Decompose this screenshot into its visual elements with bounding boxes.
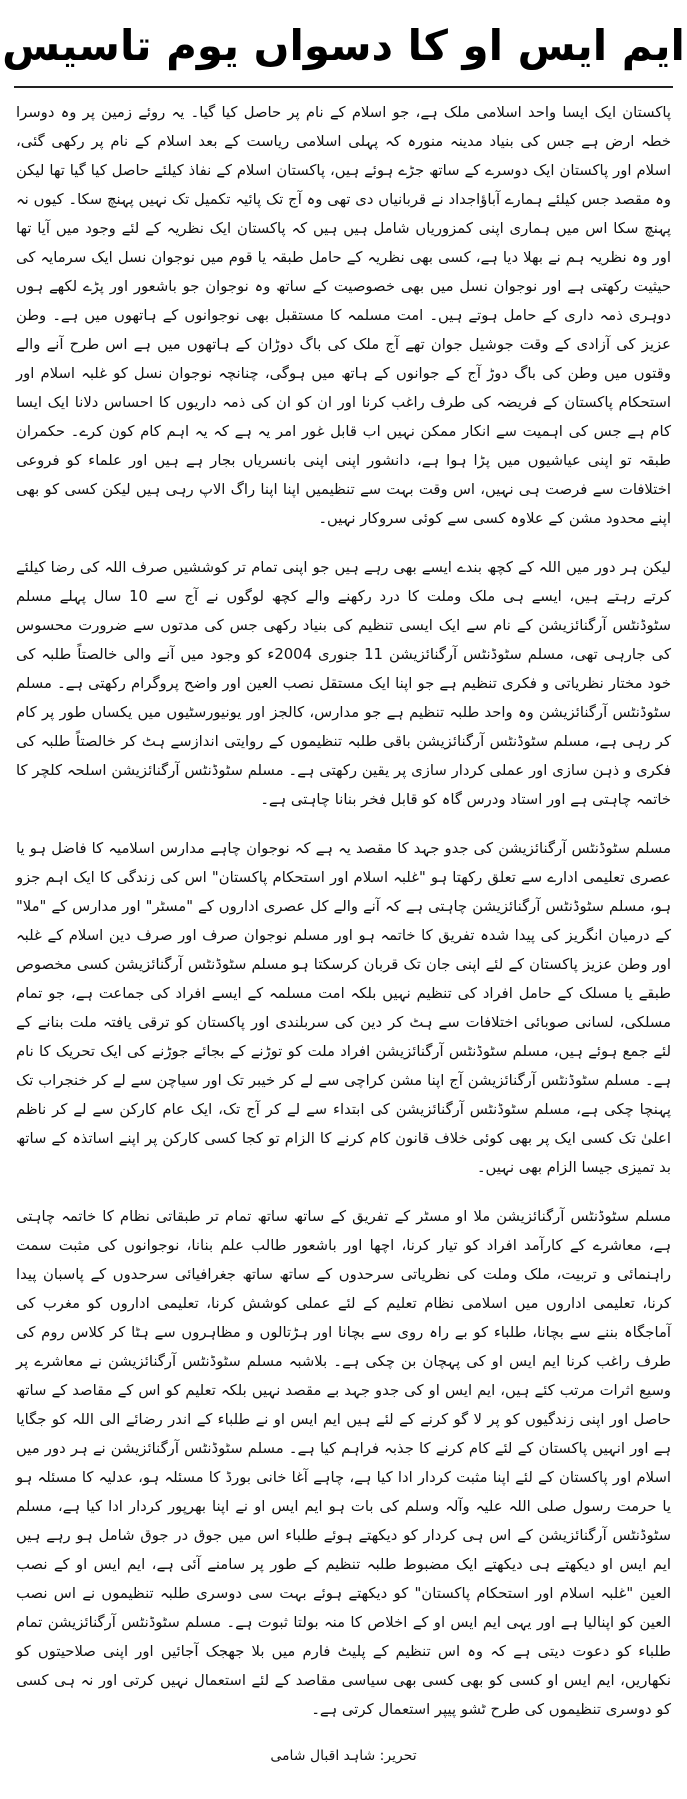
paragraph-2: لیکن ہر دور میں اللہ کے کچھ بندے ایسے بھی رہے ہیں جو اپنی تمام تر کوششیں صرف اللہ کی رضا کیلئے کرتے رہتے ہیں، ایسے ہی ملک وملت کا درد رکھنے والے کچھ لوگوں نے آج سے 10 سال پہلے مسلم سٹوڈنٹس آرگنائزیشن کے نام سے ایک ایسی تنظیم کی بنیاد رکھی جس کی مدتوں سے ضرورت محسوس کی جارہی تھی، مسلم سٹوڈنٹس آرگنائزیشن 11 جنوری 2004ء کو وجود میں آنے والی خالصتاً طلبہ کی خود مختار نظریاتی و فکری تنظیم ہے جو اپنا ایک مستقل نصب العین اور واضح پروگرام رکھتی ہے۔ مسلم سٹوڈنٹس آرگنائزیشن وہ واحد طلبہ تنظیم ہے جو مدارس، کالجز اور یونیورسٹیوں میں یکساں طور پر کام کر رہی ہے، مسلم سٹوڈنٹس آرگنائزیشن باقی طلبہ تنظیموں کے روایتی اندازسے ہٹ کر خالصتاً طلبہ کی فکری و ذہن سازی اور عملی کردار سازی پر یقین رکھتی ہے۔ مسلم سٹوڈنٹس آرگنائزیشن اسلحہ کلچر کا خاتمہ چاہتی ہے اور استاد ودرس گاہ کو قابل فخر بنانا چاہتی ہے۔ [16, 559, 671, 808]
headline-divider [14, 86, 673, 88]
paragraph-4: مسلم سٹوڈنٹس آرگنائزیشن ملا او مسٹر کے تفریق کے ساتھ ساتھ تمام تر طبقاتی نظام کا خاتمہ چاہتی ہے، معاشرے کے کارآمد افراد کو تیار کرنا، اچھا اور باشعور طالب علم بنانا، نوجوانوں کی مثبت سمت راہنمائی و تربیت، ملک وملت کی نظریاتی سرحدوں کے ساتھ ساتھ جغرافیائی سرحدوں کے پاسبان پیدا کرنا، تعلیمی اداروں میں اسلامی نظام تعلیم کے لئے عملی کوشش کرنا، تعلیمی اداروں کو مغرب کی آماجگاہ بننے سے بچانا، طلباء کو بے راہ روی سے بچانا اور ہڑتالوں و مظاہروں سے ہٹا کر کلاس روم کی طرف راغب کرنا ایم ایس او کی پہچان بن چکی ہے۔ بلاشبہ مسلم سٹوڈنٹس آرگنائزیشن نے معاشرے پر وسیع اثرات مرتب کئے ہیں، ایم ایس او کی جدو جہد بے مقصد نہیں بلکہ تعلیم کو اس کے مقاصد کے ساتھ حاصل اور اپنی زندگیوں کو پر لا گو کرنے کے لئے ہیں ایم ایس او نے طلباء کے اندر رضائے الی اللہ کو جگایا ہے اور انہیں پاکستان کے لئے کام کرنے کا جذبہ فراہم کیا ہے۔ مسلم سٹوڈنٹس آرگنائزیشن نے ہر دور میں اسلام اور پاکستان کے لئے اپنا مثبت کردار ادا کیا ہے، چاہے آغا خانی بورڈ کا مسئلہ ہو، عدلیہ کا مسئلہ ہو یا حرمت رسول صلی اللہ علیہ وآلہ وسلم کی بات ہو ایم ایس او نے اپنا بھرپور کردار ادا کیا ہے، مسلم سٹوڈنٹس آرگنائزیشن کے اس ہی کردار کو دیکھتے ہوئے طلباء اس میں جوق در جوق شامل ہو رہے ہیں ایم ایس او دیکھتے ہی دیکھتے ایک مضبوط طلبہ تنظیم کے طور پر سامنے آئی ہے، ایم ایس او کے نصب العین "غلبہ اسلام اور استحکام پاکستان" کو دیکھتے ہوئے بہت سی دوسری طلبہ تنظیموں نے اس نصب العین کو اپنالیا ہے اور یہی ایم ایس او کے اخلاص کا منہ بولتا ثبوت ہے۔ مسلم سٹوڈنٹس آرگنائزیشن تمام طلباء کو دعوت دیتی ہے کہ وہ اس تنظیم کے پلیٹ فارم میں بلا جھجک آجائیں اور اپنی صلاحیتوں کو نکھاریں، ایم ایس او کسی کو بھی کسی بھی سیاسی مقاصد کے لئے استعمال نہیں کرتی اور نہ ہی کسی کو دوسری تنظیموں کی طرح ٹشو پیپر استعمال کرتی ہے۔ [16, 1208, 671, 1718]
paragraph-1: پاکستان ایک ایسا واحد اسلامی ملک ہے، جو اسلام کے نام پر حاصل کیا گیا۔ یہ روئے زمین پر وہ دوسرا خطہ ارض ہے جس کی بنیاد مدینہ منورہ کہ پہلی اسلامی ریاست کے بعد اسلام کے نام پر رکھی گئی، اسلام اور پاکستان ایک دوسرے کے ساتھ جڑے ہوئے ہیں، پاکستان اسلام کے نفاذ کیلئے حاصل کیا گیا تھا لیکن وہ مقصد جس کیلئے ہمارے آباؤاجداد نے قربانیاں دی تھی وہ آج تک پائیہ تکمیل تک نہیں پہنچ سکا۔ کیوں نہ پہنچ سکا اس میں ہماری اپنی کمزوریاں شامل ہیں ہیں کہ پاکستان ایک نظریہ کے لئے وجود میں آیا تھا اور وہ نظریہ ہم نے بھلا دیا ہے، کسی بھی نظریہ کے حامل طبقہ یا قوم میں نوجوان نسل ایک سرمایہ کی حیثیت رکھتی ہے اور نوجوان نسل میں بھی خصوصیت کے ساتھ وہ نوجوان جو باشعور اور پڑے لکھے ہوں دوہری ذمہ داری کے حامل ہوتے ہیں۔ امت مسلمہ کا مستقبل بھی نوجوانوں کے ہاتھوں میں ہے۔ وطن عزیز کی آزادی کے وقت جوشیل جوان تھے آج ملک کی باگ دوڑان کے ہاتھوں میں ہے اس طرح آنے والے وقتوں میں وطن کی باگ دوڑ آج کے جوانوں کے ہاتھ میں ہوگی، چنانچہ نوجوان نسل کو غلبہ اسلام اور استحکام پاکستان کے فریضہ کی طرف راغب کرنا اور ان کو ان کی ذمہ داریوں کا احساس دلانا ایک ایسا کام ہے جس کی اہمیت سے انکار ممکن نہیں اب قابل غور امر یہ ہے کہ یہ اہم کام کون کرے۔ حکمران طبقہ تو اپنی عیاشیوں میں پڑا ہوا ہے، دانشور اپنی اپنی بانسریاں بجار ہے ہیں اور علماء کو فروعی اختلافات سے فرصت ہی نہیں، اس وقت بہت سے تنظیمیں اپنا اپنا راگ الاپ رہی ہیں لیکن کسی کو بھی اپنے محدود مشن کے علاوہ کسی سے کوئی سروکار نہیں۔ [16, 104, 671, 527]
paragraph-3: مسلم سٹوڈنٹس آرگنائزیشن کی جدو جہد کا مقصد یہ ہے کہ نوجوان چاہے مدارس اسلامیہ کا فاضل ہو یا عصری تعلیمی ادارے سے تعلق رکھتا ہو "غلبہ اسلام اور استحکام پاکستان" اس کی زندگی کا ایک اہم جزو ہو، مسلم سٹوڈنٹس آرگنائزیشن چاہتی ہے کہ آنے والے کل عصری اداروں کے "مسٹر" اور مدارس کے "ملا" کے درمیان انگریز کی پیدا شدہ تفریق کا خاتمہ ہو اور مسلم نوجوان صرف اور صرف دین اسلام کے غلبہ اور وطن عزیز پاکستان کے لئے اپنی جان تک قربان کرسکتا ہو مسلم سٹوڈنٹس آرگنائزیشن کسی مخصوص طبقے یا مسلک کے حامل افراد کی تنظیم نہیں بلکہ امت مسلمہ کے ایسے افراد کی جماعت ہے، جو تمام مسلکی، لسانی صوبائی اختلافات سے ہٹ کر دین کی سربلندی اور پاکستان کو ترقی یافتہ ملت بنانے کے لئے جمع ہوئے ہیں، مسلم سٹوڈنٹس آرگنائزیشن افراد ملت کو توڑنے کے بجائے جوڑنے کی ایک تحریک کا نام ہے۔ مسلم سٹوڈنٹس آرگنائزیشن آج اپنا مشن کراچی سے لے کر خیبر تک اور سیاچن سے لے کر خنجراب تک پہنچا چکی ہے، مسلم سٹوڈنٹس آرگنائزیشن کی ابتداء سے لے کر آج تک، ایک عام کارکن سے لے کر ناظم اعلیٰ تک کسی ایک پر بھی کوئی خلاف قانون کام کرنے کا الزام تو کجا کسی کارکن پر اپنے اساتذہ کے ساتھ بد تمیزی جیسا الزام بھی نہیں۔ [16, 840, 671, 1176]
headline: ایم ایس او کا دسواں یوم تاسیس [2, 21, 685, 70]
article-body [16, 98, 671, 1768]
author-byline: تحریر: شاہد اقبال شامی [270, 1748, 417, 1764]
